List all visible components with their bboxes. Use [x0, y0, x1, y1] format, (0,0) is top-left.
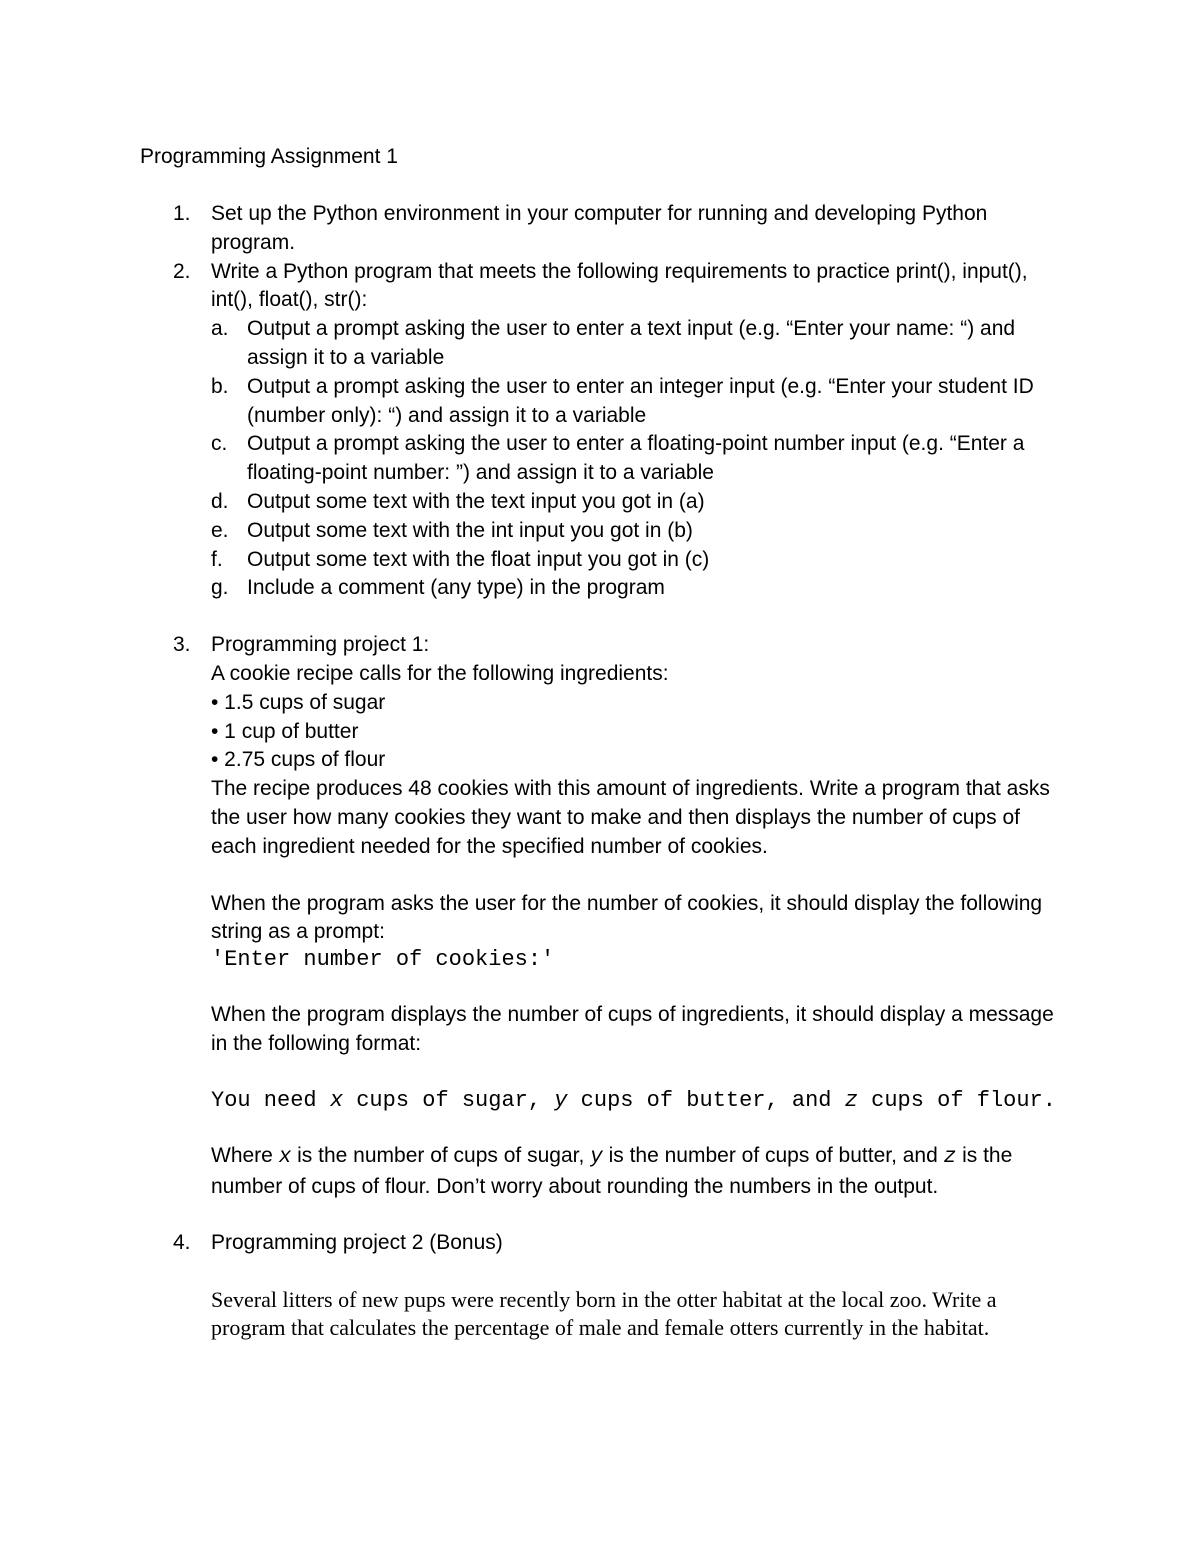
code-variable-z: z — [844, 1087, 858, 1113]
project-2-description: Several litters of new pups were recently born in the otter habitat at the local zoo. Write a program that calculates the percentage of male and female otters currently in the habitat. — [211, 1287, 997, 1341]
sub-item-letter: b. — [211, 374, 229, 398]
recipe-intro: A cookie recipe calls for the following ingredients: — [211, 661, 669, 685]
sub-item-b — [211, 373, 1063, 431]
variable-explanation — [211, 1142, 1063, 1202]
sub-item-letter: c. — [211, 432, 228, 456]
list-item-1 — [173, 200, 1063, 258]
ingredient-flour: • 2.75 cups of flour — [211, 748, 386, 772]
sub-item-text: Output some text with the float input you got in (c) — [247, 547, 710, 571]
output-format-code — [211, 1087, 1063, 1114]
sub-item-text: Output some text with the int input you got in (b) — [247, 518, 693, 542]
code-variable-x: x — [329, 1087, 344, 1113]
explanation-text: Where — [211, 1143, 279, 1167]
item-number: 3. — [173, 633, 191, 657]
variable-x: x — [278, 1145, 292, 1169]
sub-item-c — [211, 430, 1063, 488]
item-number: 4. — [173, 1231, 191, 1255]
sub-item-e — [211, 517, 1063, 546]
sub-item-g — [211, 574, 1063, 603]
ingredient-butter: • 1 cup of butter — [211, 719, 359, 743]
project-1-description: The recipe produces 48 cookies with this amount of ingredients. Write a program that asks the user how many cookies they want to make and then displays the number of cups of each ingredient needed for the specified number of cookies. — [211, 777, 1050, 858]
variable-z: z — [943, 1145, 957, 1169]
sub-item-letter: a. — [211, 317, 229, 341]
spacer — [211, 973, 1063, 1001]
sub-item-text: Include a comment (any type) in the program — [247, 576, 665, 600]
sub-item-f — [211, 546, 1063, 575]
code-text: cups of flour. — [857, 1087, 1056, 1113]
sub-item-text: Output a prompt asking the user to enter an integer input (e.g. “Enter your student ID (number only): “) and assign it to a variable — [247, 374, 1034, 427]
spacer — [211, 1114, 1063, 1142]
sub-item-a — [211, 315, 1063, 373]
sub-item-letter: g. — [211, 576, 229, 600]
document-title: Programming Assignment 1 — [140, 145, 398, 168]
explanation-text: is the number of cups of flour. Don’t worry about rounding the numbers in the output. — [211, 1143, 1013, 1198]
spacer — [173, 603, 1063, 631]
sub-item-text: Output a prompt asking the user to enter a text input (e.g. “Enter your name: “) and assign it to a variable — [247, 317, 1016, 369]
prompt-instructions: When the program asks the user for the number of cookies, it should display the following string as a prompt: — [211, 891, 1043, 944]
explanation-text: is the number of cups of butter, and — [602, 1143, 944, 1167]
project-2-heading: Programming project 2 (Bonus) — [211, 1231, 503, 1255]
project-1-heading: Programming project 1: — [211, 633, 430, 657]
code-variable-y: y — [554, 1087, 568, 1113]
list-item-4 — [173, 1229, 1063, 1342]
spacer — [211, 862, 1063, 890]
sub-item-letter: d. — [211, 489, 229, 513]
item-text: Set up the Python environment in your computer for running and developing Python program. — [211, 202, 988, 254]
sub-item-d — [211, 488, 1063, 517]
prompt-code: 'Enter number of cookies:' — [211, 947, 555, 973]
variable-y: y — [590, 1145, 603, 1169]
ingredient-sugar: • 1.5 cups of sugar — [211, 690, 386, 714]
code-text: cups of butter, and — [567, 1087, 845, 1113]
item-text: Write a Python program that meets the following requirements to practice print(), input(), int(), float(), str(): — [211, 259, 1028, 312]
item-number: 2. — [173, 259, 191, 283]
spacer — [173, 1201, 1063, 1229]
sub-item-letter: f. — [211, 547, 223, 571]
list-item-3 — [173, 631, 1063, 1201]
item-number: 1. — [173, 202, 191, 225]
sub-item-text: Output some text with the text input you got in (a) — [247, 489, 705, 513]
output-instructions: When the program displays the number of cups of ingredients, it should display a message in the following format: — [211, 1003, 1054, 1055]
assignment-list — [173, 200, 1063, 1342]
explanation-text: is the number of cups of sugar, — [291, 1143, 591, 1167]
spacer — [211, 1258, 1063, 1286]
sub-item-letter: e. — [211, 518, 229, 542]
list-item-2 — [173, 258, 1063, 604]
spacer — [211, 1059, 1063, 1087]
sub-item-text: Output a prompt asking the user to enter a floating-point number input (e.g. “Enter a floating-point number: ”) and assign it to a variable — [247, 432, 1025, 485]
code-text: You need — [211, 1087, 330, 1113]
code-text: cups of sugar, — [343, 1087, 555, 1113]
